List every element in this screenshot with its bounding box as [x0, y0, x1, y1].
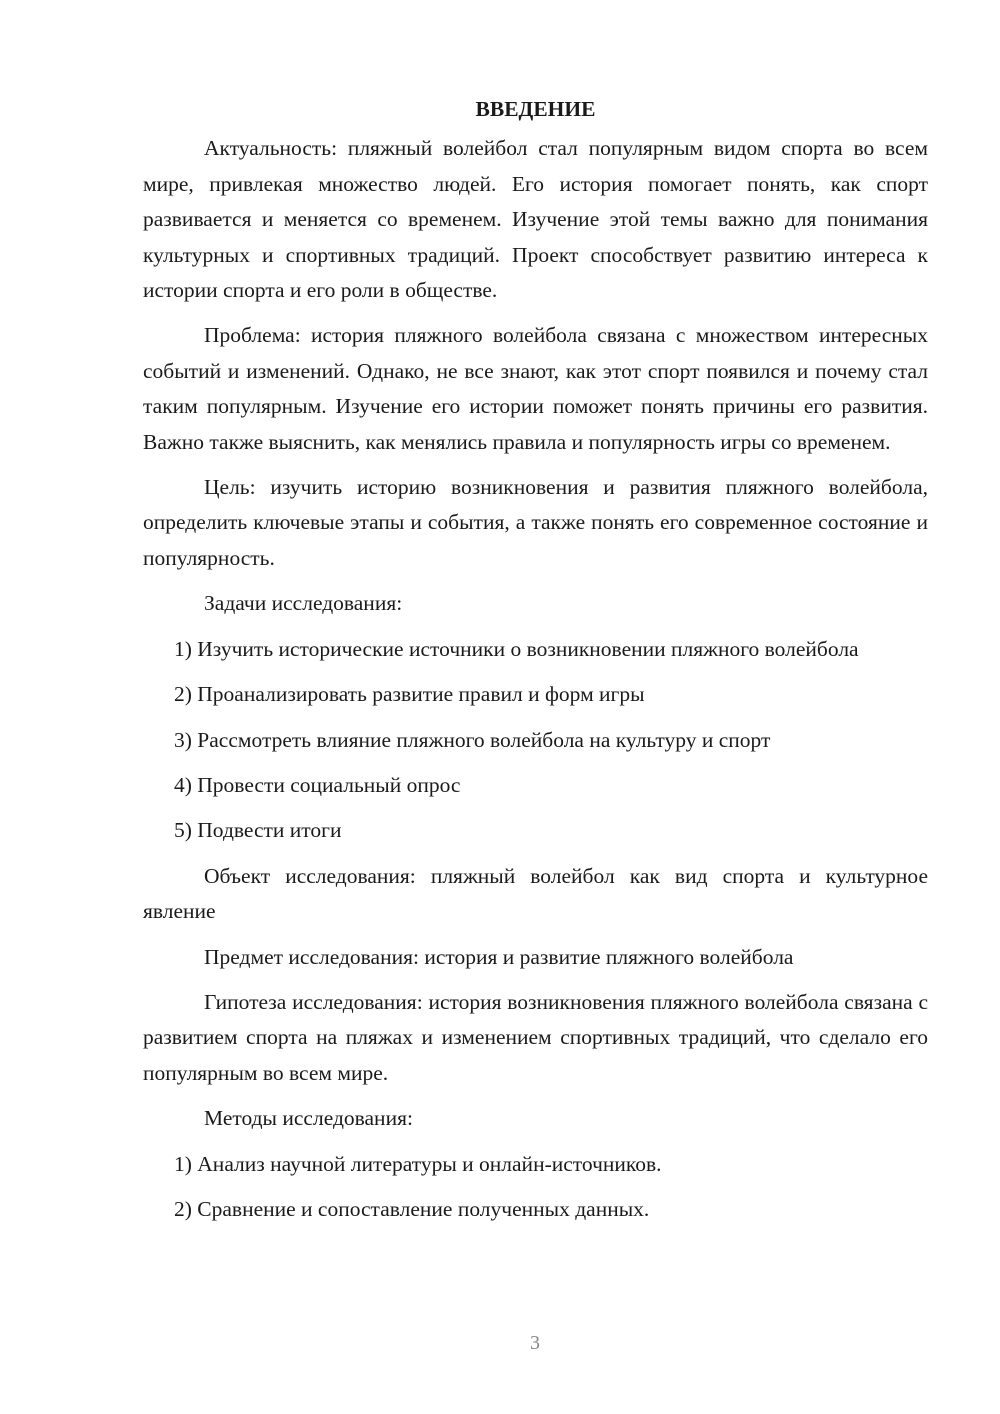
object-paragraph: Объект исследования: пляжный волейбол как вид спорта и культурное явление	[143, 863, 928, 924]
relevance-paragraph: Актуальность: пляжный волейбол стал популярным видом спорта во всем мире, привлекая множество людей. Его история помогает понять, как спорт развивается и меняется со временем. Изучение этой темы важно для понимания культурных и спортивных традиций. Проект способствует развитию интереса к истории спорта и его роли в обществе.	[143, 136, 928, 303]
subject-paragraph: Предмет исследования: история и развитие пляжного волейбола	[204, 944, 794, 969]
task-item-4: 4) Провести социальный опрос	[174, 772, 461, 797]
task-item-2: 2) Проанализировать развитие правил и форм игры	[174, 682, 645, 707]
hypothesis-paragraph: Гипотеза исследования: история возникновения пляжного волейбола связана с развитием спорта на пляжах и изменением спортивных традиций, что сделало его популярным во всем мире.	[143, 989, 928, 1085]
page-number: 3	[530, 1332, 540, 1354]
task-item-3: 3) Рассмотреть влияние пляжного волейбола на культуру и спорт	[174, 727, 771, 752]
goal-paragraph: Цель: изучить историю возникновения и развития пляжного волейбола, определить ключевые этапы и события, а также понять его современное состояние и популярность.	[143, 475, 928, 570]
method-item-1: 1) Анализ научной литературы и онлайн-источников.	[174, 1151, 662, 1176]
task-item-1: 1) Изучить исторические источники о возникновении пляжного волейбола	[174, 636, 859, 661]
task-item-5: 5) Подвести итоги	[174, 818, 342, 843]
tasks-heading: Задачи исследования:	[204, 591, 403, 616]
section-title: ВВЕДЕНИЕ	[475, 97, 596, 121]
document-page	[143, 92, 928, 1237]
method-item-2: 2) Сравнение и сопоставление полученных данных.	[174, 1196, 650, 1221]
problem-paragraph: Проблема: история пляжного волейбола связана с множеством интересных событий и изменений. Однако, не все знают, как этот спорт появился и почему стал таким популярным. Изучение его истории поможет понять причины его развития. Важно также выяснить, как менялись правила и популярность игры со временем.	[143, 323, 928, 454]
methods-heading: Методы исследования:	[204, 1106, 413, 1131]
